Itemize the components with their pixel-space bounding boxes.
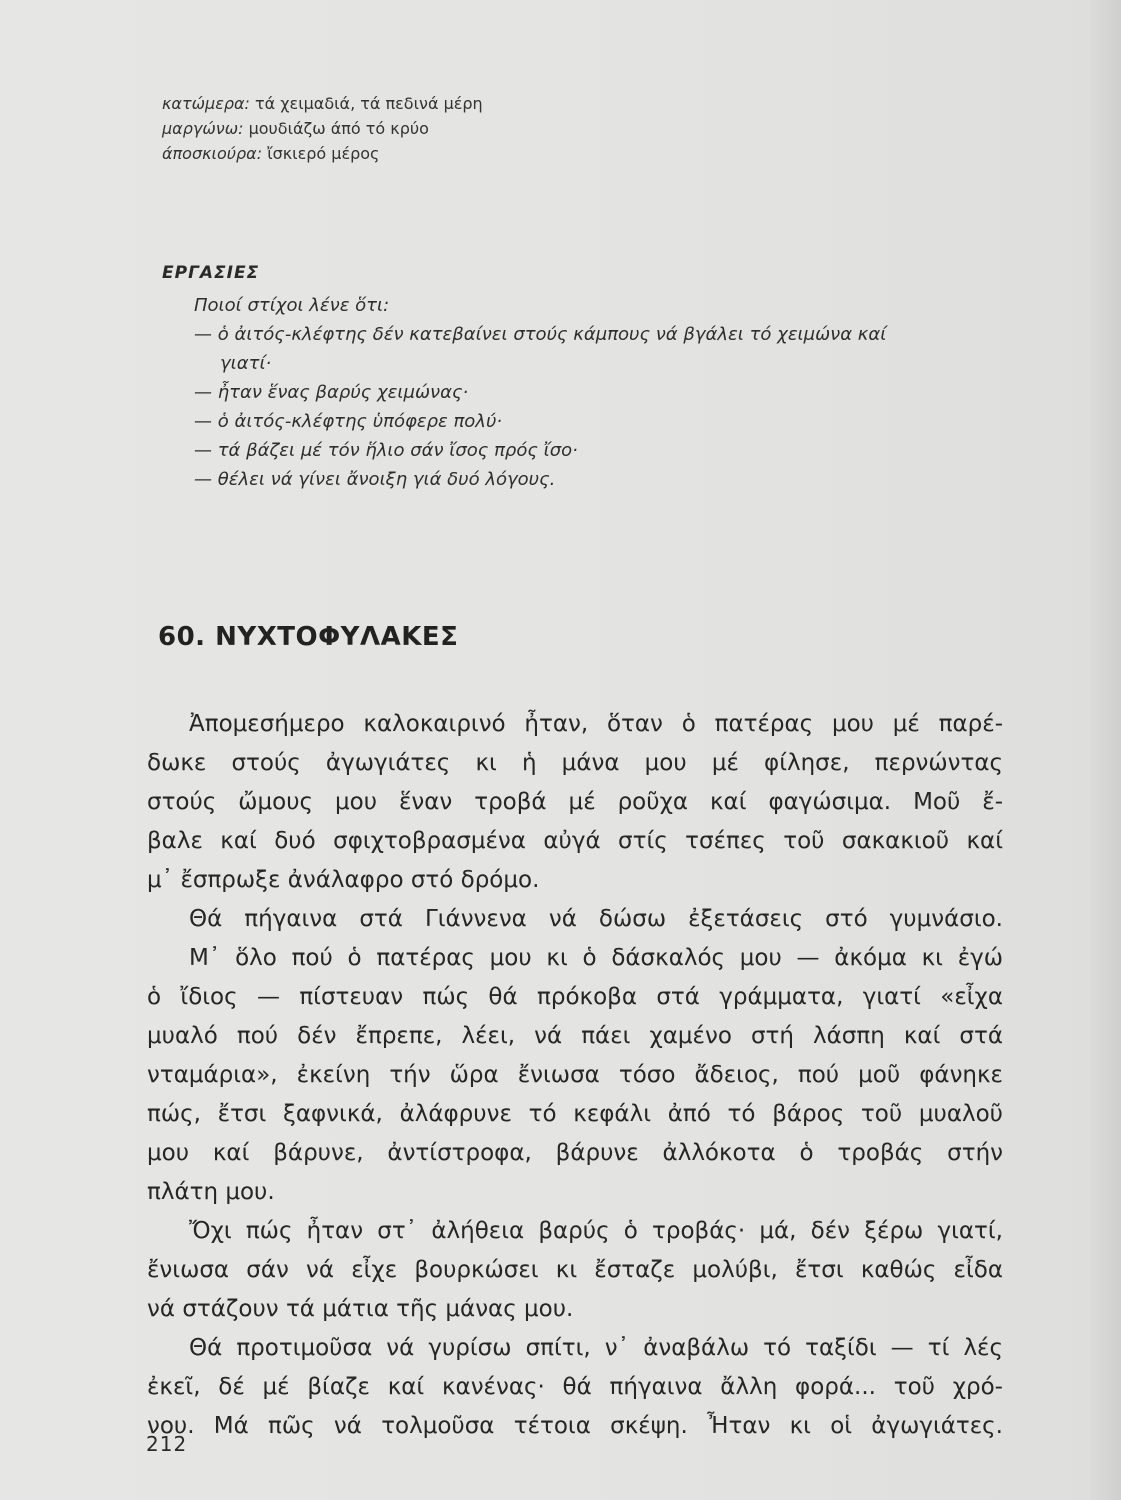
body-line: νταμάρια», ἐκείνη τήν ὥρα ἔνιωσα τόσο ἄδειος, πού μοῦ φάνηκε (147, 1062, 1003, 1088)
body-line: Μ᾿ ὅλο πού ὁ πατέρας μου κι ὁ δάσκαλός μου — ἀκόμα κι ἐγώ (189, 945, 1003, 971)
body-line: Θά πήγαινα στά Γιάννενα νά δώσω ἐξετάσεις στό γυμνάσιο. (189, 906, 1003, 932)
tasks-intro: Ποιοί στίχοι λένε ὅτι: (194, 295, 390, 316)
body-line: πλάτη μου. (147, 1179, 275, 1205)
glossary-definition: ἴσκιερό μέρος (267, 144, 380, 163)
body-line: βαλε καί δυό σφιχτοβρασμένα αὐγά στίς τσέπες τοῦ σακακιοῦ καί (147, 828, 1003, 854)
glossary (162, 91, 762, 166)
chapter-title: 60. ΝΥΧΤΟΦΥΛΑΚΕΣ (158, 622, 459, 652)
glossary-entry (162, 141, 762, 166)
body-line: δωκε στούς ἀγωγιάτες κι ἡ μάνα μου μέ φίλησε, περνώντας (147, 750, 1003, 776)
body-line: ἔνιωσα σάν νά εἶχε βουρκώσει κι ἔσταζε μολύβι, ἔτσι καθώς εἶδα (147, 1257, 1003, 1283)
task-item: — ὁ ἀιτός-κλέφτης ὑπόφερε πολύ· (194, 411, 503, 432)
tasks-heading: ΕΡΓΑΣΙΕΣ (162, 263, 260, 283)
tasks-list (162, 291, 1022, 494)
body-line: ἐκεῖ, δέ μέ βίαζε καί κανένας· θά πήγαινα ἄλλη φορά... τοῦ χρό- (147, 1374, 1003, 1400)
task-item: — ὁ ἀιτός-κλέφτης δέν κατεβαίνει στούς κάμπους νά βγάλει τό χειμώνα καί (194, 324, 887, 345)
body-line: Θά προτιμοῦσα νά γυρίσω σπίτι, ν᾿ ἀναβάλω τό ταξίδι — τί λές (189, 1335, 1003, 1361)
body-line: πώς, ἔτσι ξαφνικά, ἀλάφρυνε τό κεφάλι ἀπό τό βάρος τοῦ μυαλοῦ (147, 1101, 1003, 1127)
glossary-term: μαργώνω: (162, 119, 244, 138)
task-item: — θέλει νά γίνει ἄνοιξη γιά δυό λόγους. (194, 469, 556, 490)
body-line: μυαλό πού δέν ἔπρεπε, λέει, νά πάει χαμένο στή λάσπη καί στά (147, 1023, 1003, 1049)
glossary-term: άποσκιούρα: (162, 144, 263, 163)
body-line: Ἀπομεσήμερο καλοκαιρινό ἦταν, ὅταν ὁ πατέρας μου μέ παρέ- (189, 711, 1003, 737)
body-line: Ὄχι πώς ἦταν στ᾿ ἀλήθεια βαρύς ὁ τροβάς· μά, δέν ξέρω γιατί, (189, 1218, 1003, 1244)
glossary-entry (162, 116, 762, 141)
body-line: μου καί βάρυνε, ἀντίστροφα, βάρυνε ἀλλόκοτα ὁ τροβάς στήν (147, 1140, 1003, 1166)
task-item: — ἦταν ἕνας βαρύς χειμώνας· (194, 382, 469, 403)
glossary-definition: τά χειμαδιά, τά πεδινά μέρη (255, 94, 483, 113)
glossary-term: κατώμερα: (162, 94, 250, 113)
glossary-entry (162, 91, 762, 116)
body-line: στούς ὤμους μου ἕναν τροβά μέ ροῦχα καί φαγώσιμα. Μοῦ ἔ- (147, 789, 1003, 815)
task-item: — τά βάζει μέ τόν ἥλιο σάν ἴσος πρός ἴσο· (194, 440, 578, 461)
page-edge (1090, 0, 1121, 1500)
body-line: ὁ ἴδιος — πίστευαν πώς θά πρόκοβα στά γράμματα, γιατί «εἶχα (147, 984, 1003, 1010)
chapter-body (147, 705, 1003, 1446)
glossary-definition: μουδιάζω άπό τό κρύο (248, 119, 429, 138)
body-line: νά στάζουν τά μάτια τῆς μάνας μου. (147, 1296, 574, 1322)
body-line: μ᾿ ἔσπρωξε ἀνάλαφρο στό δρόμο. (147, 867, 540, 893)
page-number: 212 (146, 1432, 188, 1456)
task-item-continuation: γιατί· (220, 353, 272, 374)
body-line: νου. Μά πῶς νά τολμοῦσα τέτοια σκέψη. Ἦταν κι οἱ ἀγωγιάτες. (147, 1413, 1003, 1439)
